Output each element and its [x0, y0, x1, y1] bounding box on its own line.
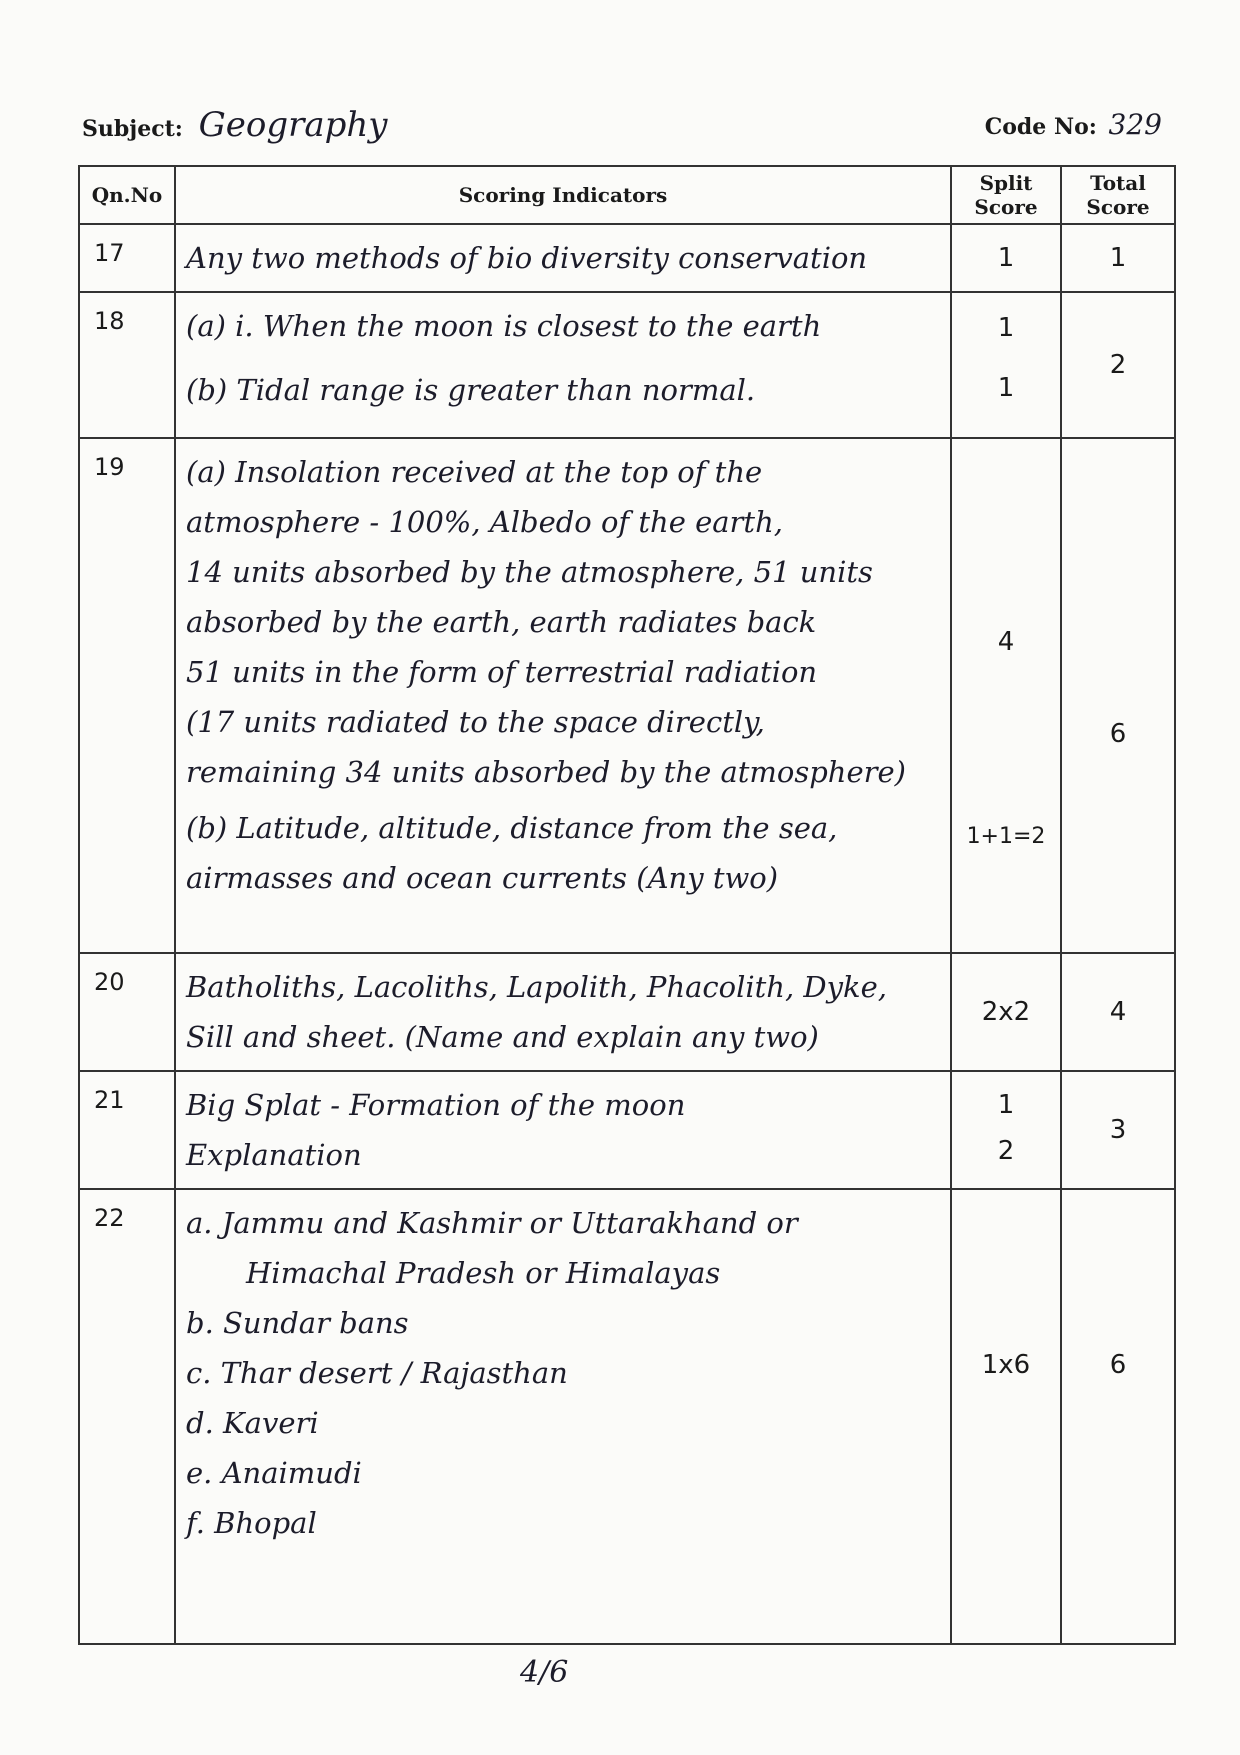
indicator-line: (a) i. When the moon is closest to the earth	[186, 309, 822, 343]
col-scoring-indicators: Scoring Indicators	[175, 166, 951, 224]
indicator-21	[175, 1071, 951, 1189]
qno-22: 22	[79, 1189, 175, 1644]
total-19	[1061, 438, 1175, 953]
split-18	[951, 292, 1061, 438]
scoring-table	[78, 165, 1176, 1645]
split-21b: 2	[997, 1136, 1015, 1166]
code-value: 329	[1108, 108, 1162, 141]
split-20: 2x2	[951, 953, 1061, 1071]
qno-19: 19	[79, 438, 175, 953]
indicator-line: absorbed by the earth, earth radiates back	[186, 605, 817, 639]
indicator-line: (a) Insolation received at the top of the	[186, 455, 763, 489]
split-21	[951, 1071, 1061, 1189]
total-22-value: 6	[1109, 1350, 1127, 1380]
table-row-q17	[79, 224, 1175, 292]
split-22	[951, 1189, 1061, 1644]
table-row-q21	[79, 1071, 1175, 1189]
split-19b: 1+1=2	[966, 824, 1046, 849]
split-22-value: 1x6	[981, 1350, 1031, 1380]
qno-20: 20	[79, 953, 175, 1071]
indicator-line: Sill and sheet. (Name and explain any two)	[186, 1020, 819, 1054]
indicator-18	[175, 292, 951, 438]
indicator-line: remaining 34 units absorbed by the atmosphere)	[186, 755, 906, 789]
split-17: 1	[951, 224, 1061, 292]
page-number: 4/6	[520, 1655, 569, 1690]
indicator-line: 51 units in the form of terrestrial radiation	[186, 655, 818, 689]
indicator-line: airmasses and ocean currents (Any two)	[186, 861, 779, 895]
indicator-17	[175, 224, 951, 292]
split-19	[951, 438, 1061, 953]
indicator-line: Any two methods of bio diversity conservation	[186, 241, 868, 275]
total-18: 2	[1061, 292, 1175, 438]
indicator-19	[175, 438, 951, 953]
indicator-line: Batholiths, Lacoliths, Lapolith, Phacolith, Dyke,	[186, 970, 888, 1004]
table-row-q19	[79, 438, 1175, 953]
total-22	[1061, 1189, 1175, 1644]
indicator-22	[175, 1189, 951, 1644]
qno-21: 21	[79, 1071, 175, 1189]
col-qno: Qn.No	[79, 166, 175, 224]
split-19a: 4	[997, 627, 1015, 657]
indicator-line: Explanation	[186, 1138, 362, 1172]
indicator-line: b. Sundar bans	[186, 1306, 409, 1340]
indicator-line: a. Jammu and Kashmir or Uttarakhand or	[186, 1206, 798, 1240]
total-20: 4	[1061, 953, 1175, 1071]
indicator-line: d. Kaveri	[186, 1406, 319, 1440]
total-19-value: 6	[1109, 719, 1127, 749]
indicator-line: Himachal Pradesh or Himalayas	[246, 1256, 721, 1290]
split-18b: 1	[997, 373, 1015, 403]
subject-label: Subject:	[82, 116, 183, 142]
indicator-line: Big Splat - Formation of the moon	[186, 1088, 686, 1122]
code-header	[985, 108, 1162, 141]
indicator-line: (17 units radiated to the space directly,	[186, 705, 765, 739]
code-label: Code No:	[984, 114, 1097, 140]
qno-18: 18	[79, 292, 175, 438]
indicator-line: f. Bhopal	[186, 1506, 317, 1540]
split-21a: 1	[997, 1090, 1015, 1120]
table-row-q18	[79, 292, 1175, 438]
indicator-line: 14 units absorbed by the atmosphere, 51 units	[186, 555, 873, 589]
table-row-q22	[79, 1189, 1175, 1644]
split-18a: 1	[997, 313, 1015, 343]
indicator-line: c. Thar desert / Rajasthan	[186, 1356, 568, 1390]
col-total-score: Total Score	[1061, 166, 1175, 224]
total-21: 3	[1061, 1071, 1175, 1189]
subject-value: Geography	[198, 105, 388, 145]
qno-17: 17	[79, 224, 175, 292]
table-row-q20	[79, 953, 1175, 1071]
col-split-score: Split Score	[951, 166, 1061, 224]
indicator-line: (b) Tidal range is greater than normal.	[186, 373, 756, 407]
indicator-line: e. Anaimudi	[186, 1456, 362, 1490]
indicator-20	[175, 953, 951, 1071]
subject-header	[82, 105, 388, 145]
indicator-line: (b) Latitude, altitude, distance from the sea,	[186, 811, 838, 845]
indicator-line: atmosphere - 100%, Albedo of the earth,	[186, 505, 783, 539]
total-17: 1	[1061, 224, 1175, 292]
table-header-row	[79, 166, 1175, 224]
